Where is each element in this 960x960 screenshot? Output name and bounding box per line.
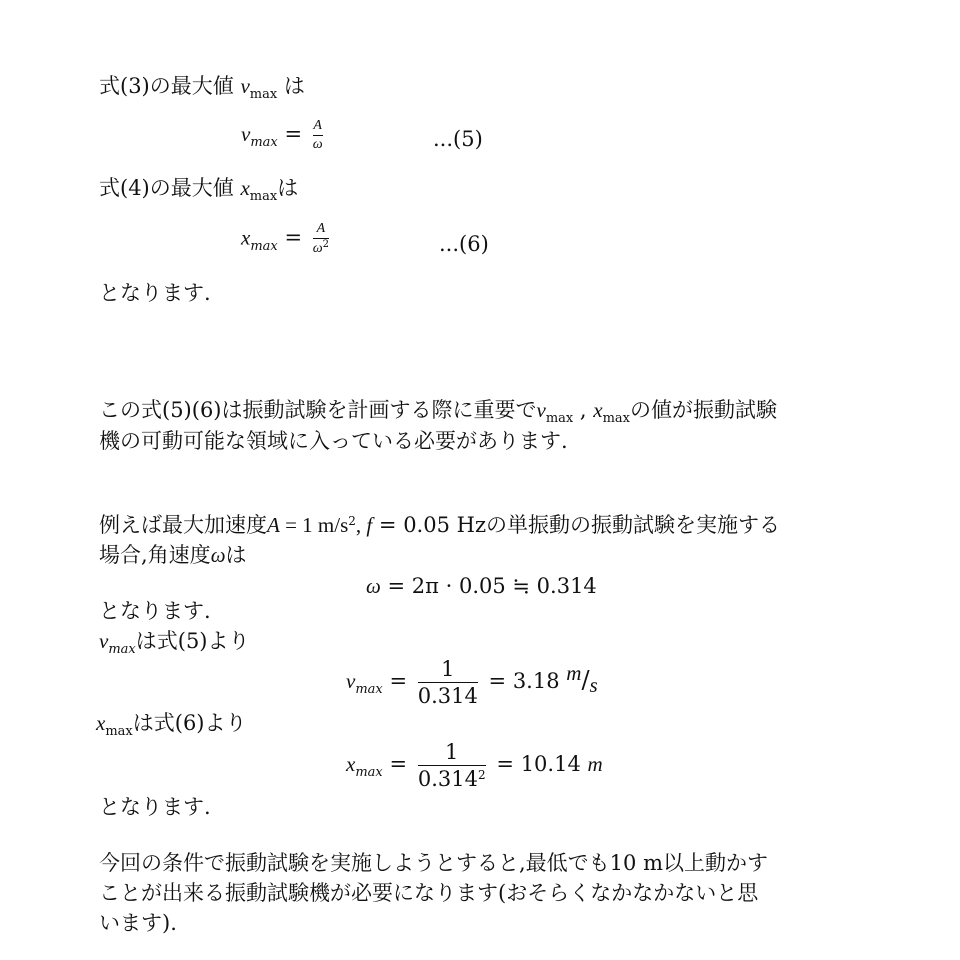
paragraph-3-line-3: います). xyxy=(99,911,177,935)
intro-xmax-text: 式(4)の最大値 xyxy=(99,176,234,200)
intro-vmax-text: 式(3)の最大値 xyxy=(99,74,234,98)
fraction-bar xyxy=(418,682,478,683)
eq5-lhs-sub: max xyxy=(250,135,278,151)
omega-lhs: ω xyxy=(366,574,381,598)
eq6-denominator: $\omega^2$ xyxy=(312,239,329,257)
vmax-equation: $v_{max}$ = $\frac{1}{0.314}$ = 3.18 m/s xyxy=(346,657,598,709)
eq5-denominator: ω xyxy=(312,137,323,153)
equation-5 xyxy=(241,118,327,153)
eq5-lhs-var: v xyxy=(241,122,251,147)
xmax-equation: $x_{max}$ = $\frac{1}{0.314^2}$ = 10.14 m xyxy=(346,740,603,792)
equation-6-label: ...(6) xyxy=(439,232,489,256)
intro-xmax-post: は xyxy=(277,176,299,200)
intro-vmax-line xyxy=(99,74,305,102)
intro-xmax-line xyxy=(99,176,299,204)
paragraph-2-line-2: 場合,角速度ωは xyxy=(99,543,247,567)
paragraph-2-line-1: 例えば最大加速度A = 1 $m/s^2$, f = 0.05 Hzの単振動の振動試験を実施する xyxy=(99,513,781,537)
xmax-fraction: $\frac{1}{0.314^2}$ xyxy=(417,740,486,792)
fraction-bar xyxy=(313,135,323,136)
paragraph-3-line-2: ことが出来る振動試験機が必要になります(おそらくなかなかないと思 xyxy=(99,881,759,905)
eq5-numerator: A xyxy=(313,118,322,133)
equation-6 xyxy=(241,221,333,257)
sub-max: max xyxy=(249,87,278,102)
fraction-bar xyxy=(418,765,486,766)
omega-rhs: = 2π · 0.05 ≒ 0.314 xyxy=(387,574,597,598)
eq6-equals: = xyxy=(284,225,303,250)
narimasu-2: となります. xyxy=(99,599,211,623)
sub-max: max xyxy=(249,189,278,204)
var-x: x xyxy=(240,176,250,200)
vmax-fraction: $\frac{1}{0.314}$ xyxy=(417,657,478,709)
eq6-numerator: A xyxy=(316,221,326,236)
narimasu-1: となります. xyxy=(99,281,211,305)
omega-equation xyxy=(366,576,597,597)
paragraph-1-line-2: 機の可動可能な領域に入っている必要があります. xyxy=(99,429,568,453)
narimasu-3: となります. xyxy=(99,795,211,819)
vmax-from-eq5: $v_{max}$は式(5)より xyxy=(99,629,250,657)
intro-vmax-post: は xyxy=(283,74,305,98)
eq5-fraction xyxy=(313,118,323,153)
eq6-lhs-sub: max xyxy=(250,238,278,254)
eq6-lhs-var: x xyxy=(241,225,251,250)
eq6-fraction xyxy=(313,221,329,257)
paragraph-1-line-1: この式(5)(6)は振動試験を計画する際に重要で$v_{max}$ , $x_{max}$の値が振動試験 xyxy=(99,398,778,426)
var-v: v xyxy=(240,74,250,98)
xmax-from-eq6: $x_{max}$は式(6)より xyxy=(96,711,247,739)
eq5-equals: = xyxy=(284,122,303,147)
equation-5-label: ...(5) xyxy=(433,127,483,151)
paragraph-3-line-1: 今回の条件で振動試験を実施しようとすると,最低でも10 m以上動かす xyxy=(99,851,768,875)
